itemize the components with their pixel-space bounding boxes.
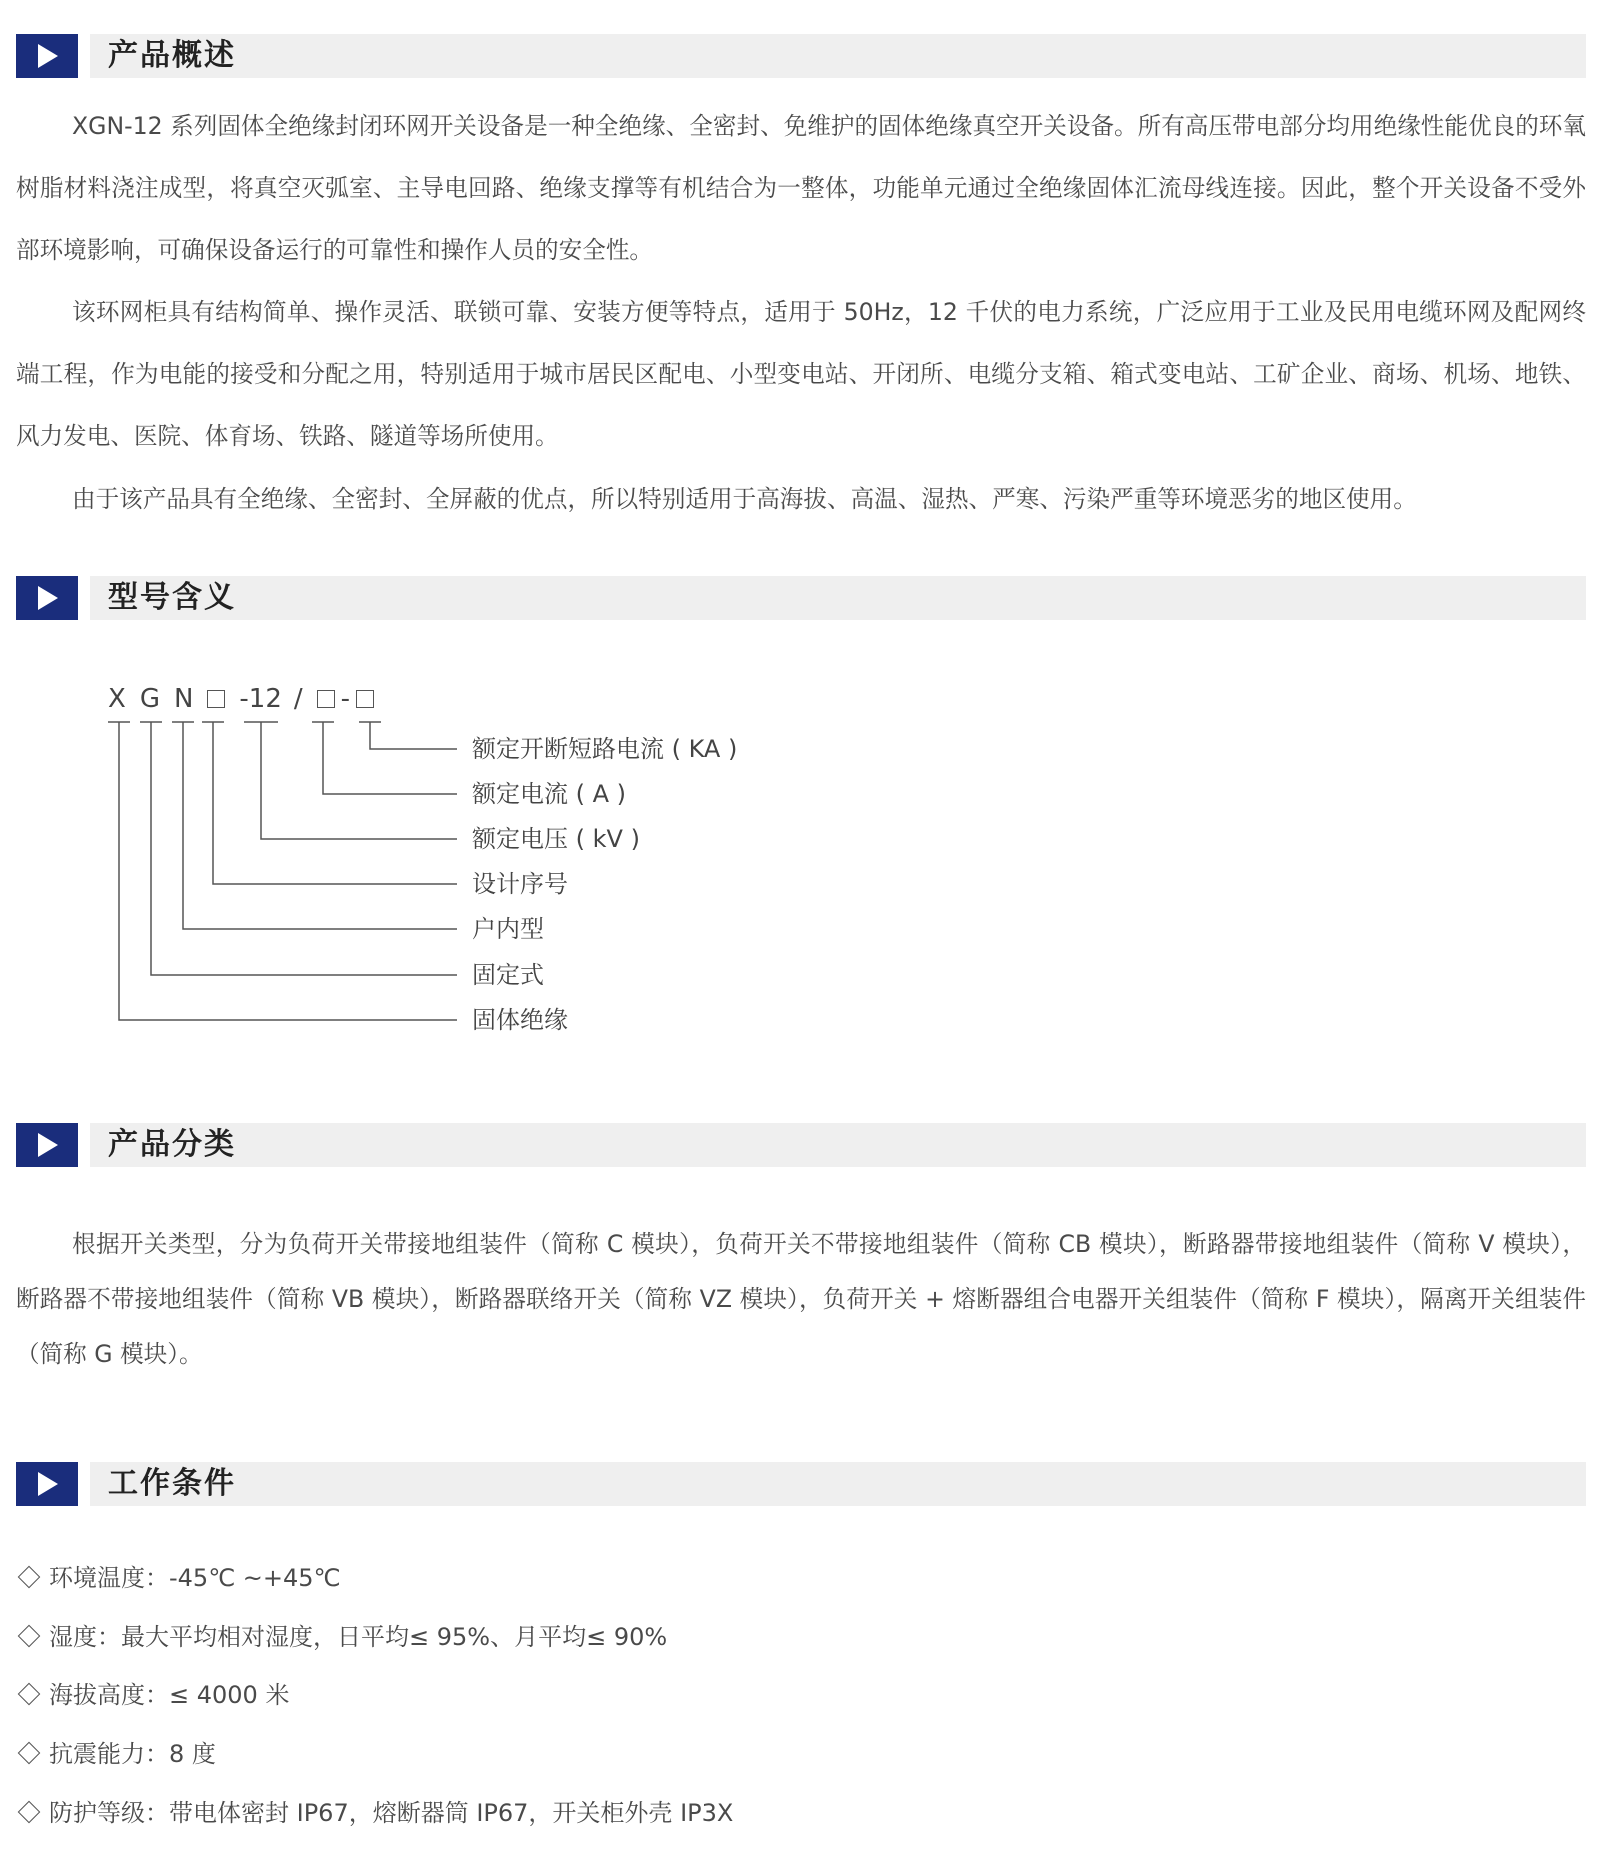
section-header-classification: [16, 1123, 1586, 1167]
diamond-bullet-icon: [18, 1683, 41, 1706]
code-placeholder-box: [317, 690, 335, 708]
condition-item: [16, 1675, 289, 1715]
section-title-model: 型号含义: [108, 580, 236, 615]
diamond-bullet-icon: [18, 1566, 41, 1589]
model-label-rated-current: 额定电流 ( A ): [472, 780, 627, 808]
model-label-indoor: 户内型: [472, 915, 544, 943]
leader-a: [323, 722, 457, 794]
code-placeholder-box: [356, 690, 374, 708]
model-label-design-number: 设计序号: [472, 870, 568, 898]
play-triangle-icon: [16, 1462, 78, 1506]
condition-text: 环境温度：-45℃ ~+45℃: [49, 1564, 341, 1592]
section-title-overview: 产品概述: [108, 38, 236, 73]
condition-text: 海拔高度：≤ 4000 米: [49, 1681, 290, 1709]
model-label-fixed: 固定式: [472, 961, 544, 989]
overview-paragraph-3: 由于该产品具有全绝缘、全密封、全屏蔽的优点，所以特别适用于高海拔、高温、湿热、严寒、污染严重等环境恶劣的地区使用。: [72, 485, 1417, 513]
code-placeholder-box: [207, 690, 225, 708]
condition-text: 防护等级：带电体密封 IP67，熔断器筒 IP67，开关柜外壳 IP3X: [49, 1799, 734, 1827]
play-triangle-icon: [16, 1123, 78, 1167]
leader-fixed: [151, 722, 457, 975]
diamond-bullet-icon: [18, 1625, 41, 1648]
model-code: [108, 682, 374, 716]
condition-item: [16, 1617, 667, 1657]
condition-item: [16, 1558, 341, 1598]
play-triangle-icon: [16, 576, 78, 620]
diamond-bullet-icon: [18, 1742, 41, 1765]
section-header-overview: [16, 34, 1586, 78]
classification-paragraph: 根据开关类型，分为负荷开关带接地组装件（简称 C 模块），负荷开关不带接地组装件（简称 CB 模块），断路器带接地组装件（简称 V 模块），断路器不带接地组装件（简称 VB 模块），断路器联络开关（简称 VZ 模块），负荷开关 + 熔断器组合电器开关组装件（简称 F 模块），隔离开关组装件（简称 G 模块）。: [16, 1230, 1586, 1368]
leader-kv: [261, 722, 457, 839]
model-label-breaking-current: 额定开断短路电流 ( KA ): [472, 735, 738, 763]
header-bar: [90, 1462, 1586, 1506]
overview-paragraph-2: 该环网柜具有结构简单、操作灵活、联锁可靠、安装方便等特点，适用于 50Hz，12 千伏的电力系统，广泛应用于工业及民用电缆环网及配网终端工程，作为电能的接受和分配之用，特别适用于城市居民区配电、小型变电站、开闭所、电缆分支箱、箱式变电站、工矿企业、商场、机场、地铁、风力发电、医院、体育场、铁路、隧道等场所使用。: [16, 298, 1586, 450]
code-letter-g: G: [139, 684, 160, 714]
condition-text: 抗震能力：8 度: [49, 1740, 216, 1768]
code-letter-n: N: [173, 684, 194, 714]
code-slash: /: [293, 684, 303, 714]
overview-paragraph-1: XGN-12 系列固体全绝缘封闭环网开关设备是一种全绝缘、全密封、免维护的固体绝缘真空开关设备。所有高压带电部分均用绝缘性能优良的环氧树脂材料浇注成型，将真空灭弧室、主导电回路、绝缘支撑等有机结合为一整体，功能单元通过全绝缘固体汇流母线连接。因此，整个开关设备不受外部环境影响，可确保设备运行的可靠性和操作人员的安全性。: [16, 112, 1586, 264]
leader-indoor: [183, 722, 457, 929]
header-bar: [90, 576, 1586, 620]
leader-solid: [119, 722, 457, 1020]
condition-item: [16, 1793, 733, 1833]
section-title-conditions: 工作条件: [108, 1466, 236, 1501]
leader-design: [213, 722, 457, 884]
section-header-model: [16, 576, 1586, 620]
condition-text: 湿度：最大平均相对湿度，日平均≤ 95%、月平均≤ 90%: [49, 1623, 668, 1651]
model-label-rated-voltage: 额定电压 ( kV ): [472, 825, 640, 853]
leader-ka: [370, 722, 457, 749]
play-triangle-icon: [16, 34, 78, 78]
model-label-solid-insulation: 固体绝缘: [472, 1006, 568, 1034]
header-bar: [90, 1123, 1586, 1167]
diamond-bullet-icon: [18, 1801, 41, 1824]
code-dash: -: [340, 684, 351, 714]
section-header-conditions: [16, 1462, 1586, 1506]
section-title-classification: 产品分类: [108, 1127, 236, 1162]
code-letter-x: X: [108, 684, 126, 714]
condition-item: [16, 1734, 216, 1774]
header-bar: [90, 34, 1586, 78]
code-voltage: -12: [239, 684, 282, 714]
